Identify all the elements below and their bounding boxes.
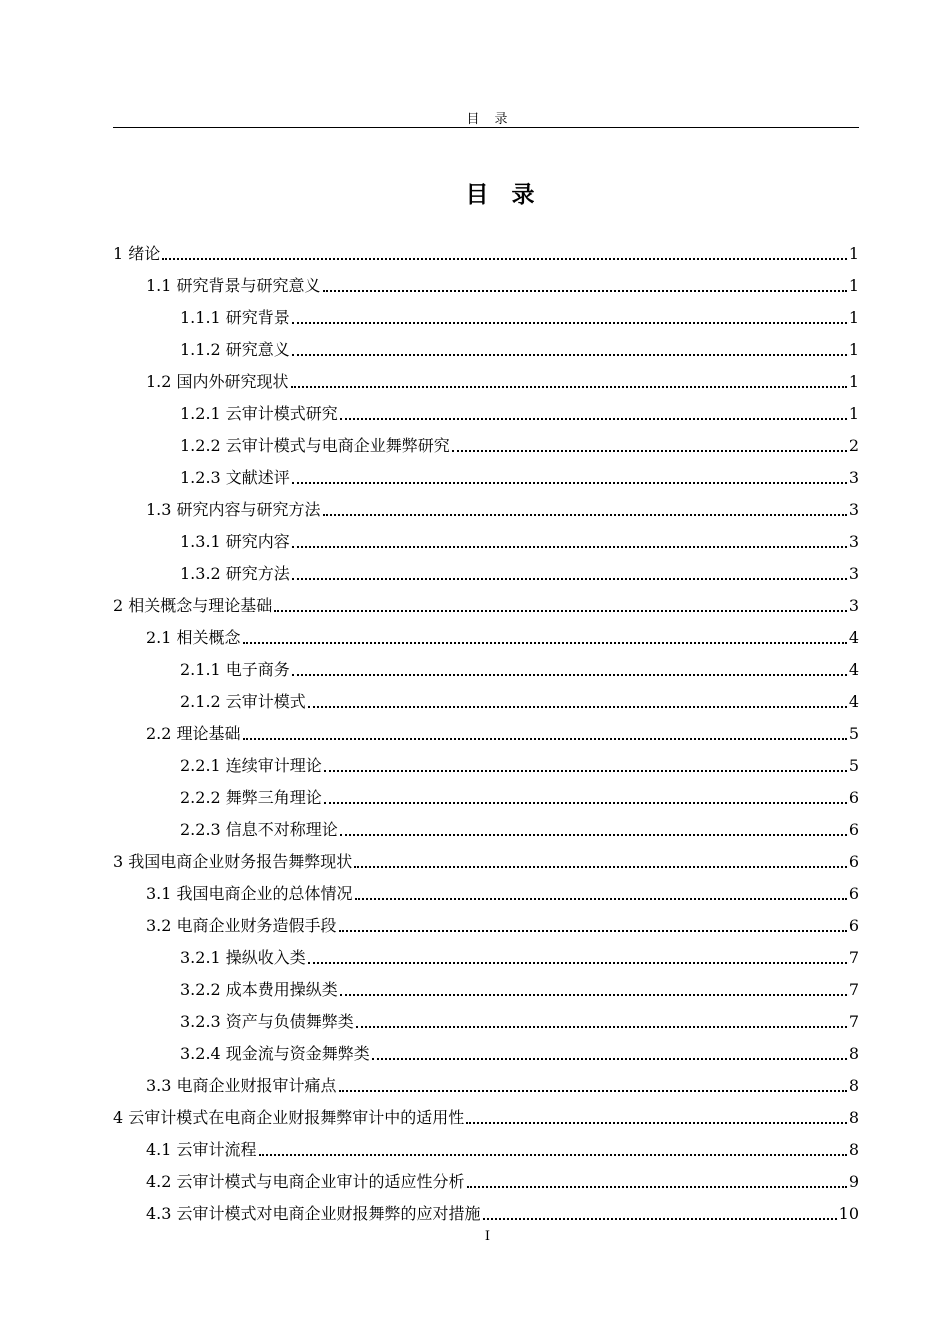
- toc-entry-page: 8: [848, 1108, 859, 1127]
- toc-entry[interactable]: [113, 298, 859, 330]
- toc-dot-leader: [292, 674, 847, 676]
- toc-dot-leader: [162, 258, 847, 260]
- toc-dot-leader: [339, 1090, 847, 1092]
- page-title: 目 录: [465, 182, 535, 208]
- toc-entry[interactable]: [113, 714, 859, 746]
- toc-entry[interactable]: [113, 330, 859, 362]
- toc-entry[interactable]: [113, 426, 859, 458]
- toc-entry-label: 2.2.3 信息不对称理论: [180, 820, 338, 839]
- toc-entry-page: 1: [848, 372, 859, 391]
- toc-entry[interactable]: [113, 906, 859, 938]
- toc-dot-leader: [291, 386, 847, 388]
- toc-entry-label: 2.2.2 舞弊三角理论: [180, 788, 322, 807]
- toc-dot-leader: [243, 738, 847, 740]
- toc-dot-leader: [324, 802, 847, 804]
- toc-entry[interactable]: [113, 1034, 859, 1066]
- toc-entry-page: 3: [848, 564, 859, 583]
- toc-entry-page: 9: [848, 1172, 859, 1191]
- toc-dot-leader: [356, 1026, 847, 1028]
- toc-dot-leader: [340, 418, 847, 420]
- toc-dot-leader: [372, 1058, 847, 1060]
- toc-dot-leader: [274, 610, 847, 612]
- toc-dot-leader: [308, 962, 847, 964]
- toc-entry-page: 7: [848, 948, 859, 967]
- toc-dot-leader: [324, 770, 847, 772]
- table-of-contents: [113, 234, 859, 1226]
- toc-entry[interactable]: [113, 266, 859, 298]
- toc-entry-label: 1.3 研究内容与研究方法: [146, 500, 321, 519]
- toc-entry-label: 1.2.2 云审计模式与电商企业舞弊研究: [180, 436, 450, 455]
- page-number: I: [484, 1229, 491, 1244]
- toc-entry-label: 1.2 国内外研究现状: [146, 372, 289, 391]
- toc-dot-leader: [323, 514, 847, 516]
- toc-entry-page: 1: [848, 308, 859, 327]
- toc-entry-label: 2.2 理论基础: [146, 724, 241, 743]
- toc-entry-label: 2 相关概念与理论基础: [113, 596, 273, 615]
- toc-entry-page: 7: [848, 1012, 859, 1031]
- toc-entry-page: 4: [848, 660, 859, 679]
- toc-dot-leader: [323, 290, 847, 292]
- toc-entry-label: 3.3 电商企业财报审计痛点: [146, 1076, 337, 1095]
- toc-dot-leader: [354, 866, 847, 868]
- toc-entry-page: 6: [848, 820, 859, 839]
- toc-entry-page: 6: [848, 852, 859, 871]
- header-rule: [113, 127, 859, 128]
- toc-entry-label: 2.1.2 云审计模式: [180, 692, 306, 711]
- toc-entry-label: 2.1.1 电子商务: [180, 660, 290, 679]
- toc-entry-page: 10: [838, 1204, 859, 1223]
- toc-entry[interactable]: [113, 554, 859, 586]
- running-header: 目 录: [466, 112, 509, 127]
- toc-entry[interactable]: [113, 650, 859, 682]
- toc-entry-label: 1.2.3 文献述评: [180, 468, 290, 487]
- toc-entry-label: 3.2.4 现金流与资金舞弊类: [180, 1044, 370, 1063]
- toc-entry[interactable]: [113, 1162, 859, 1194]
- toc-entry-page: 3: [848, 596, 859, 615]
- toc-entry-label: 3.2.3 资产与负债舞弊类: [180, 1012, 354, 1031]
- toc-entry-label: 4.3 云审计模式对电商企业财报舞弊的应对措施: [146, 1204, 481, 1223]
- toc-dot-leader: [452, 450, 847, 452]
- toc-entry-page: 7: [848, 980, 859, 999]
- toc-entry-page: 6: [848, 884, 859, 903]
- toc-entry-page: 2: [848, 436, 859, 455]
- toc-entry[interactable]: [113, 586, 859, 618]
- toc-entry-label: 4.1 云审计流程: [146, 1140, 257, 1159]
- toc-entry[interactable]: [113, 810, 859, 842]
- toc-entry[interactable]: [113, 746, 859, 778]
- toc-entry-label: 1 绪论: [113, 244, 161, 263]
- toc-entry[interactable]: [113, 1098, 859, 1130]
- toc-dot-leader: [292, 546, 847, 548]
- toc-entry-label: 3.1 我国电商企业的总体情况: [146, 884, 353, 903]
- toc-dot-leader: [292, 354, 847, 356]
- toc-entry-page: 8: [848, 1140, 859, 1159]
- toc-dot-leader: [308, 706, 847, 708]
- toc-entry-page: 5: [848, 756, 859, 775]
- toc-entry-page: 6: [848, 916, 859, 935]
- toc-entry-page: 1: [848, 340, 859, 359]
- toc-dot-leader: [259, 1154, 847, 1156]
- toc-dot-leader: [467, 1186, 847, 1188]
- toc-dot-leader: [466, 1122, 847, 1124]
- toc-entry-label: 1.1.2 研究意义: [180, 340, 290, 359]
- toc-entry[interactable]: [113, 874, 859, 906]
- toc-entry-page: 3: [848, 468, 859, 487]
- toc-entry[interactable]: [113, 234, 859, 266]
- toc-dot-leader: [340, 834, 847, 836]
- toc-entry[interactable]: [113, 618, 859, 650]
- toc-entry-page: 1: [848, 244, 859, 263]
- toc-entry-label: 4.2 云审计模式与电商企业审计的适应性分析: [146, 1172, 465, 1191]
- toc-entry-page: 3: [848, 500, 859, 519]
- toc-entry[interactable]: [113, 1130, 859, 1162]
- toc-entry-page: 4: [848, 692, 859, 711]
- toc-dot-leader: [243, 642, 847, 644]
- toc-entry-label: 1.3.2 研究方法: [180, 564, 290, 583]
- toc-entry[interactable]: [113, 522, 859, 554]
- toc-dot-leader: [340, 994, 847, 996]
- toc-entry-label: 3.2.2 成本费用操纵类: [180, 980, 338, 999]
- toc-entry-label: 3 我国电商企业财务报告舞弊现状: [113, 852, 353, 871]
- toc-dot-leader: [292, 578, 847, 580]
- toc-dot-leader: [483, 1218, 837, 1220]
- toc-dot-leader: [355, 898, 847, 900]
- toc-entry-page: 3: [848, 532, 859, 551]
- toc-dot-leader: [292, 322, 847, 324]
- toc-entry-page: 1: [848, 404, 859, 423]
- toc-dot-leader: [339, 930, 847, 932]
- toc-entry-page: 4: [848, 628, 859, 647]
- toc-entry-page: 8: [848, 1044, 859, 1063]
- toc-entry[interactable]: [113, 1002, 859, 1034]
- toc-entry[interactable]: [113, 362, 859, 394]
- toc-entry-label: 1.3.1 研究内容: [180, 532, 290, 551]
- toc-entry[interactable]: [113, 970, 859, 1002]
- toc-entry-label: 1.1 研究背景与研究意义: [146, 276, 321, 295]
- toc-entry[interactable]: [113, 938, 859, 970]
- toc-entry[interactable]: [113, 682, 859, 714]
- toc-entry-page: 6: [848, 788, 859, 807]
- toc-entry-page: 8: [848, 1076, 859, 1095]
- toc-entry-label: 2.1 相关概念: [146, 628, 241, 647]
- toc-entry-label: 3.2 电商企业财务造假手段: [146, 916, 337, 935]
- toc-entry[interactable]: [113, 458, 859, 490]
- toc-entry-page: 1: [848, 276, 859, 295]
- toc-entry-label: 1.2.1 云审计模式研究: [180, 404, 338, 423]
- toc-entry-label: 2.2.1 连续审计理论: [180, 756, 322, 775]
- toc-entry[interactable]: [113, 1194, 859, 1226]
- toc-entry-page: 5: [848, 724, 859, 743]
- toc-entry-label: 4 云审计模式在电商企业财报舞弊审计中的适用性: [113, 1108, 465, 1127]
- toc-entry[interactable]: [113, 1066, 859, 1098]
- toc-entry[interactable]: [113, 842, 859, 874]
- toc-entry[interactable]: [113, 490, 859, 522]
- toc-dot-leader: [292, 482, 847, 484]
- toc-entry[interactable]: [113, 778, 859, 810]
- toc-entry-label: 1.1.1 研究背景: [180, 308, 290, 327]
- toc-entry[interactable]: [113, 394, 859, 426]
- toc-entry-label: 3.2.1 操纵收入类: [180, 948, 306, 967]
